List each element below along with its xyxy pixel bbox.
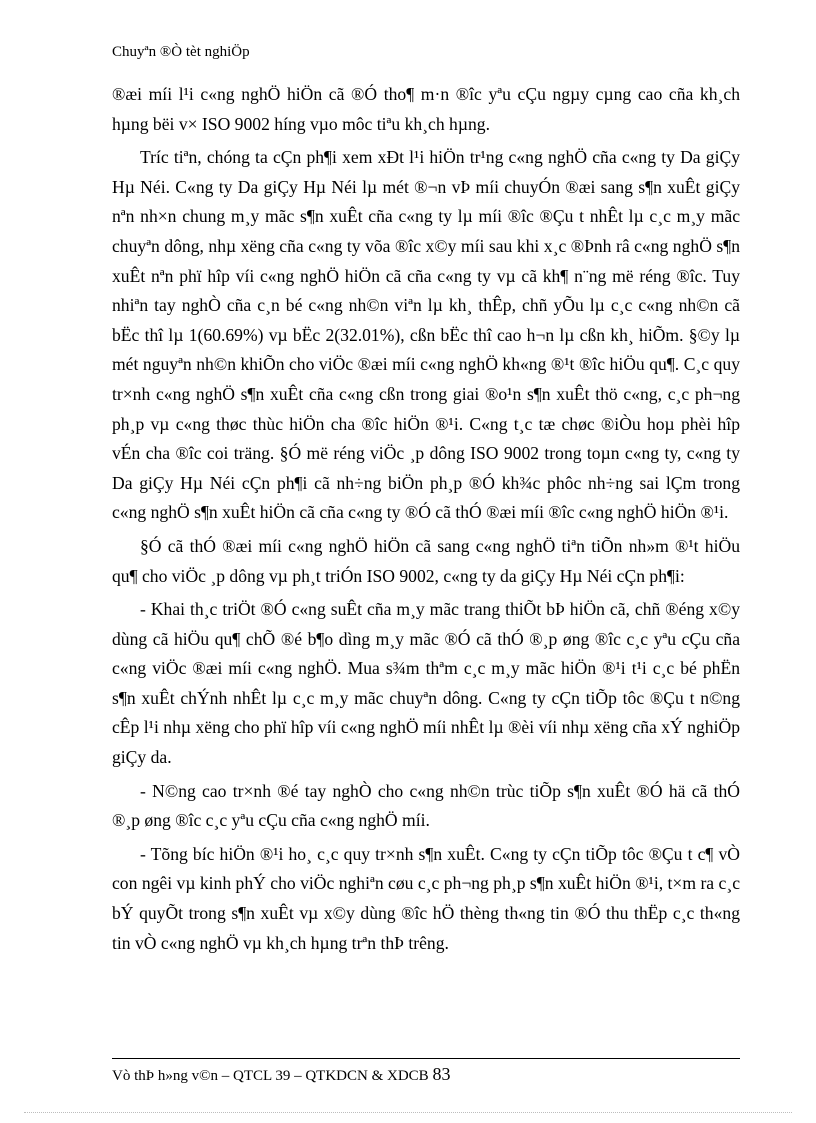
page-number: 83 xyxy=(432,1064,451,1084)
bullet-item-2: - N©ng cao tr×nh ®é tay nghÒ cho c«ng nh©n trùc tiÕp s¶n xuÊt ®Ó hä cã thÓ ®¸p øng ®îc c¸c yªu cÇu cña c«ng nghÖ míi. xyxy=(112,780,740,831)
paragraph-1: ®æi míi l¹i c«ng nghÖ hiÖn cã ®Ó tho¶ m·n ®îc yªu cÇu ngµy cµng cao cña kh¸ch hµng bëi v× ISO 9002 híng vµo môc tiªu kh¸ch hµng. xyxy=(112,84,740,134)
body-text xyxy=(112,80,740,962)
paragraph-2: Tríc tiªn, chóng ta cÇn ph¶i xem xÐt l¹i hiÖn tr¹ng c«ng nghÖ cña c«ng ty Da giÇy Hµ Néi. C«ng ty Da giÇy Hµ Néi lµ mét ®¬n vÞ míi chuyÓn ®æi sang s¶n xuÊt giÇy nªn nh×n chung m¸y mãc s¶n xuÊt cña c«ng ty lµ míi ®îc ®Çu t nhÊt lµ c¸c m¸y mãc chuyªn dông, nhµ xëng cña c«ng ty võa ®îc x©y míi sau khi x¸c ®Þnh râ c«ng nghÖ s¶n xuÊt nªn phï hîp víi c«ng nghÖ hiÖn cã cña c«ng ty vµ cã kh¶ n¨ng më réng ®îc. Tuy nhiªn tay nghÒ cña c¸n bé c«ng nh©n viªn lµ kh¸ thÊp, chñ yÕu lµ c¸c c«ng nh©n cã bËc thî lµ 1(60.69%) vµ bËc 2(32.01%), cßn bËc thî cao h¬n lµ cßn kh¸ hiÕm. §©y lµ mét nguyªn nh©n khiÕn cho viÖc ®æi míi c«ng nghÖ kh«ng ®¹t ®îc hiÖu qu¶. C¸c quy tr×nh c«ng nghÖ s¶n xuÊt cña c«ng cßn trong giai ®o¹n s¶n xuÊt thö c«ng, c¸c ph¬ng ph¸p vµ c«ng thøc thùc hiÖn cha ®îc hiÖn ®¹i. C«ng t¸c tæ chøc ®iÒu hoµ phèi hîp vÉn cha ®îc coi träng. §Ó më réng viÖc ¸p dông ISO 9002 trong toµn c«ng ty, c«ng ty Da giÇy Hµ Néi cÇn ph¶i cã nh÷ng biÖn ph¸p ®Ó kh¾c phôc nh÷ng sai lÇm trong c«ng nghÖ s¶n xuÊt hiÖn cã cña c«ng ty ®Ó cã thÓ ®æi míi ®îc c«ng nghÖ hiÖn ®¹i. xyxy=(112,147,740,523)
footer-divider xyxy=(112,1058,740,1059)
footer-text: Vò thÞ h»ng v©n – QTCL 39 – QTKDCN & XDCB xyxy=(112,1068,429,1084)
paragraph-3: §Ó cã thÓ ®æi míi c«ng nghÖ hiÖn cã sang c«ng nghÖ tiªn tiÕn nh»m ®¹t hiÖu qu¶ cho viÖc ¸p dông vµ ph¸t triÓn ISO 9002, c«ng ty da giÇy Hµ Néi cÇn ph¶i: xyxy=(112,535,740,586)
page-footer xyxy=(112,1064,450,1085)
page-header: Chuyªn ®Ò tèt nghiÖp xyxy=(112,44,250,60)
bullet-item-1: - Khai th¸c triÖt ®Ó c«ng suÊt cña m¸y mãc trang thiÕt bÞ hiÖn cã, chñ ®éng x©y dùng cã hiÖu qu¶ chÕ ®é b¶o dìng m¸y mãc ®Ó cã thÓ ®¸p øng ®îc c¸c yªu cÇu cña c«ng viÖc ®æi míi c«ng nghÖ. Mua s¾m thªm c¸c m¸y mãc hiÖn ®¹i t¹i c¸c bé phËn s¶n xuÊt chÝnh nhÊt lµ c¸c m¸y mãc chuyªn dông. C«ng ty cÇn tiÕp tôc ®Çu t n©ng cÊp l¹i nhµ xëng cho phï hîp víi c«ng nghÖ míi nhÊt lµ ®èi víi nhµ xëng cña xÝ nghiÖp giÇy da. xyxy=(112,599,740,768)
bullet-item-3: - Tõng bíc hiÖn ®¹i ho¸ c¸c quy tr×nh s¶n xuÊt. C«ng ty cÇn tiÕp tôc ®Çu t c¶ vÒ con ngêi vµ kinh phÝ cho viÖc nghiªn cøu c¸c ph¬ng ph¸p s¶n xuÊt hiÖn ®¹i, t×m ra c¸c bÝ quyÕt trong s¶n xuÊt vµ x©y dùng ®îc hÖ thèng th«ng tin ®Ó thu thËp c¸c th«ng tin vÒ c«ng nghÖ vµ kh¸ch hµng trªn thÞ trêng. xyxy=(112,843,740,953)
page-bottom-border xyxy=(24,1112,792,1113)
